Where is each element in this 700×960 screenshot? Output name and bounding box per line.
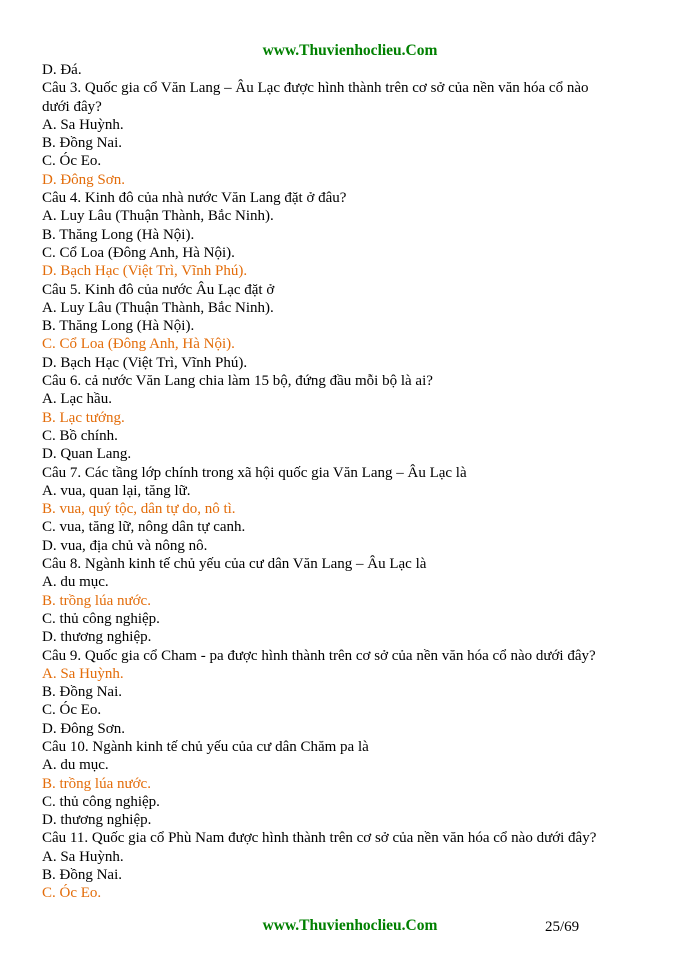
document-body	[42, 61, 667, 903]
document-line: D. Đá.	[42, 62, 82, 78]
document-line: A. Luy Lâu (Thuận Thành, Bắc Ninh).	[42, 299, 274, 316]
document-line: B. Thăng Long (Hà Nội).	[42, 318, 195, 335]
document-line: B. Đồng Nai.	[42, 867, 122, 884]
document-line: dưới đây?	[42, 98, 102, 115]
question-line: Câu 10. Ngành kinh tế chủ yếu của cư dân Chăm pa là	[42, 738, 369, 755]
document-line: D. thương nghiệp.	[42, 812, 152, 829]
document-line: A. vua, quan lại, tăng lữ.	[42, 482, 191, 499]
question-line: Câu 4. Kinh đô của nhà nước Văn Lang đặt ở đâu?	[42, 190, 347, 207]
answer-line-correct: B. vua, quý tộc, dân tự do, nô tì.	[42, 501, 236, 518]
document-line: B. Đồng Nai.	[42, 135, 122, 152]
document-line: D. Quan Lang.	[42, 446, 132, 463]
question-line: Câu 3. Quốc gia cổ Văn Lang – Âu Lạc được hình thành trên cơ sở của nền văn hóa cổ nào	[42, 80, 589, 97]
document-line: D. vua, địa chủ và nông nô.	[42, 537, 208, 554]
answer-line-correct: C. Óc Eo.	[42, 885, 102, 902]
document-line: B. Đồng Nai.	[42, 684, 122, 701]
document-line: C. Cổ Loa (Đông Anh, Hà Nội).	[42, 244, 235, 261]
document-line: D. thương nghiệp.	[42, 629, 152, 646]
document-line: C. Óc Eo.	[42, 153, 102, 170]
document-line: C. thủ công nghiệp.	[42, 793, 160, 810]
document-line: C. Bồ chính.	[42, 427, 118, 444]
question-line: Câu 8. Ngành kinh tế chủ yếu của cư dân Văn Lang – Âu Lạc là	[42, 556, 427, 573]
question-line: Câu 11. Quốc gia cổ Phù Nam được hình thành trên cơ sở của nền văn hóa cổ nào dưới đây?	[42, 830, 597, 847]
answer-line-correct: A. Sa Huỳnh.	[42, 665, 124, 682]
document-line: A. Sa Huỳnh.	[42, 116, 124, 133]
document-line: A. Lạc hầu.	[42, 391, 112, 408]
document-line: D. Bạch Hạc (Việt Trì, Vĩnh Phú).	[42, 354, 248, 371]
document-line: C. vua, tăng lữ, nông dân tự canh.	[42, 519, 246, 536]
document-line: B. Thăng Long (Hà Nội).	[42, 226, 195, 243]
question-line: Câu 5. Kinh đô của nước Âu Lạc đặt ở	[42, 281, 275, 298]
answer-line-correct: B. Lạc tướng.	[42, 409, 125, 426]
answer-line-correct: B. trồng lúa nước.	[42, 775, 151, 792]
question-line: Câu 7. Các tầng lớp chính trong xã hội quốc gia Văn Lang – Âu Lạc là	[42, 464, 467, 481]
answer-line-correct: C. Cổ Loa (Đông Anh, Hà Nội).	[42, 336, 235, 353]
document-line: A. du mục.	[42, 574, 109, 591]
document-line: A. du mục.	[42, 757, 109, 774]
page-number: 25/69	[545, 919, 580, 935]
document-line: C. thủ công nghiệp.	[42, 610, 160, 627]
answer-line-correct: D. Bạch Hạc (Việt Trì, Vĩnh Phú).	[42, 263, 248, 280]
answer-line-correct: D. Đông Sơn.	[42, 171, 125, 188]
header-site-link[interactable]: www.Thuvienhoclieu.Com	[262, 42, 438, 59]
question-line: Câu 9. Quốc gia cổ Cham - pa được hình thành trên cơ sở của nền văn hóa cổ nào dưới đây?	[42, 647, 596, 664]
footer-site-link[interactable]: www.Thuvienhoclieu.Com	[262, 917, 438, 934]
answer-line-correct: B. trồng lúa nước.	[42, 592, 151, 609]
document-line: C. Óc Eo.	[42, 702, 102, 719]
question-line: Câu 6. cả nước Văn Lang chia làm 15 bộ, đứng đầu mỗi bộ là ai?	[42, 373, 433, 390]
document-line: D. Đông Sơn.	[42, 720, 125, 737]
document-line: A. Luy Lâu (Thuận Thành, Bắc Ninh).	[42, 208, 274, 225]
document-line: A. Sa Huỳnh.	[42, 848, 124, 865]
